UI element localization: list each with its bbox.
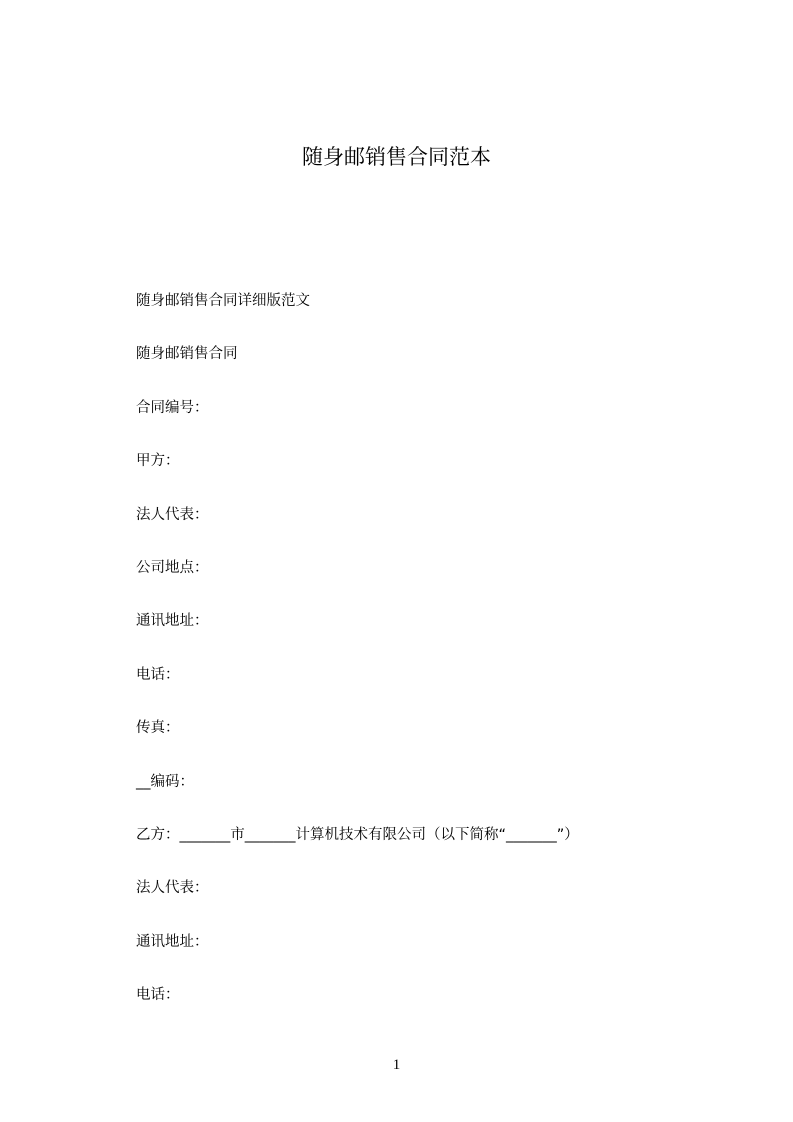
party-b-field: 乙方：_______市_______计算机技术有限公司（以下简称“_______”） [136, 826, 579, 843]
party-a-postcode-field: __编码： [136, 773, 194, 790]
document-title: 随身邮销售合同范本 [302, 145, 491, 169]
party-a-company-location-field: 公司地点： [136, 559, 209, 576]
contract-number-field: 合同编号： [136, 399, 209, 416]
party-b-address-field: 通讯地址： [136, 933, 209, 950]
party-a-fax-field: 传真： [136, 720, 180, 737]
party-a-field: 甲方： [136, 453, 180, 470]
party-b-phone-field: 电话： [136, 987, 180, 1004]
contract-body [136, 288, 736, 1035]
party-a-legal-rep-field: 法人代表： [136, 506, 209, 523]
party-a-phone-field: 电话： [136, 666, 180, 683]
page-number: 1 [392, 1057, 401, 1073]
party-a-address-field: 通讯地址： [136, 613, 209, 630]
party-b-legal-rep-field: 法人代表： [136, 880, 209, 897]
subtitle-line: 随身邮销售合同详细版范文 [136, 293, 310, 309]
contract-name-line: 随身邮销售合同 [136, 346, 238, 363]
